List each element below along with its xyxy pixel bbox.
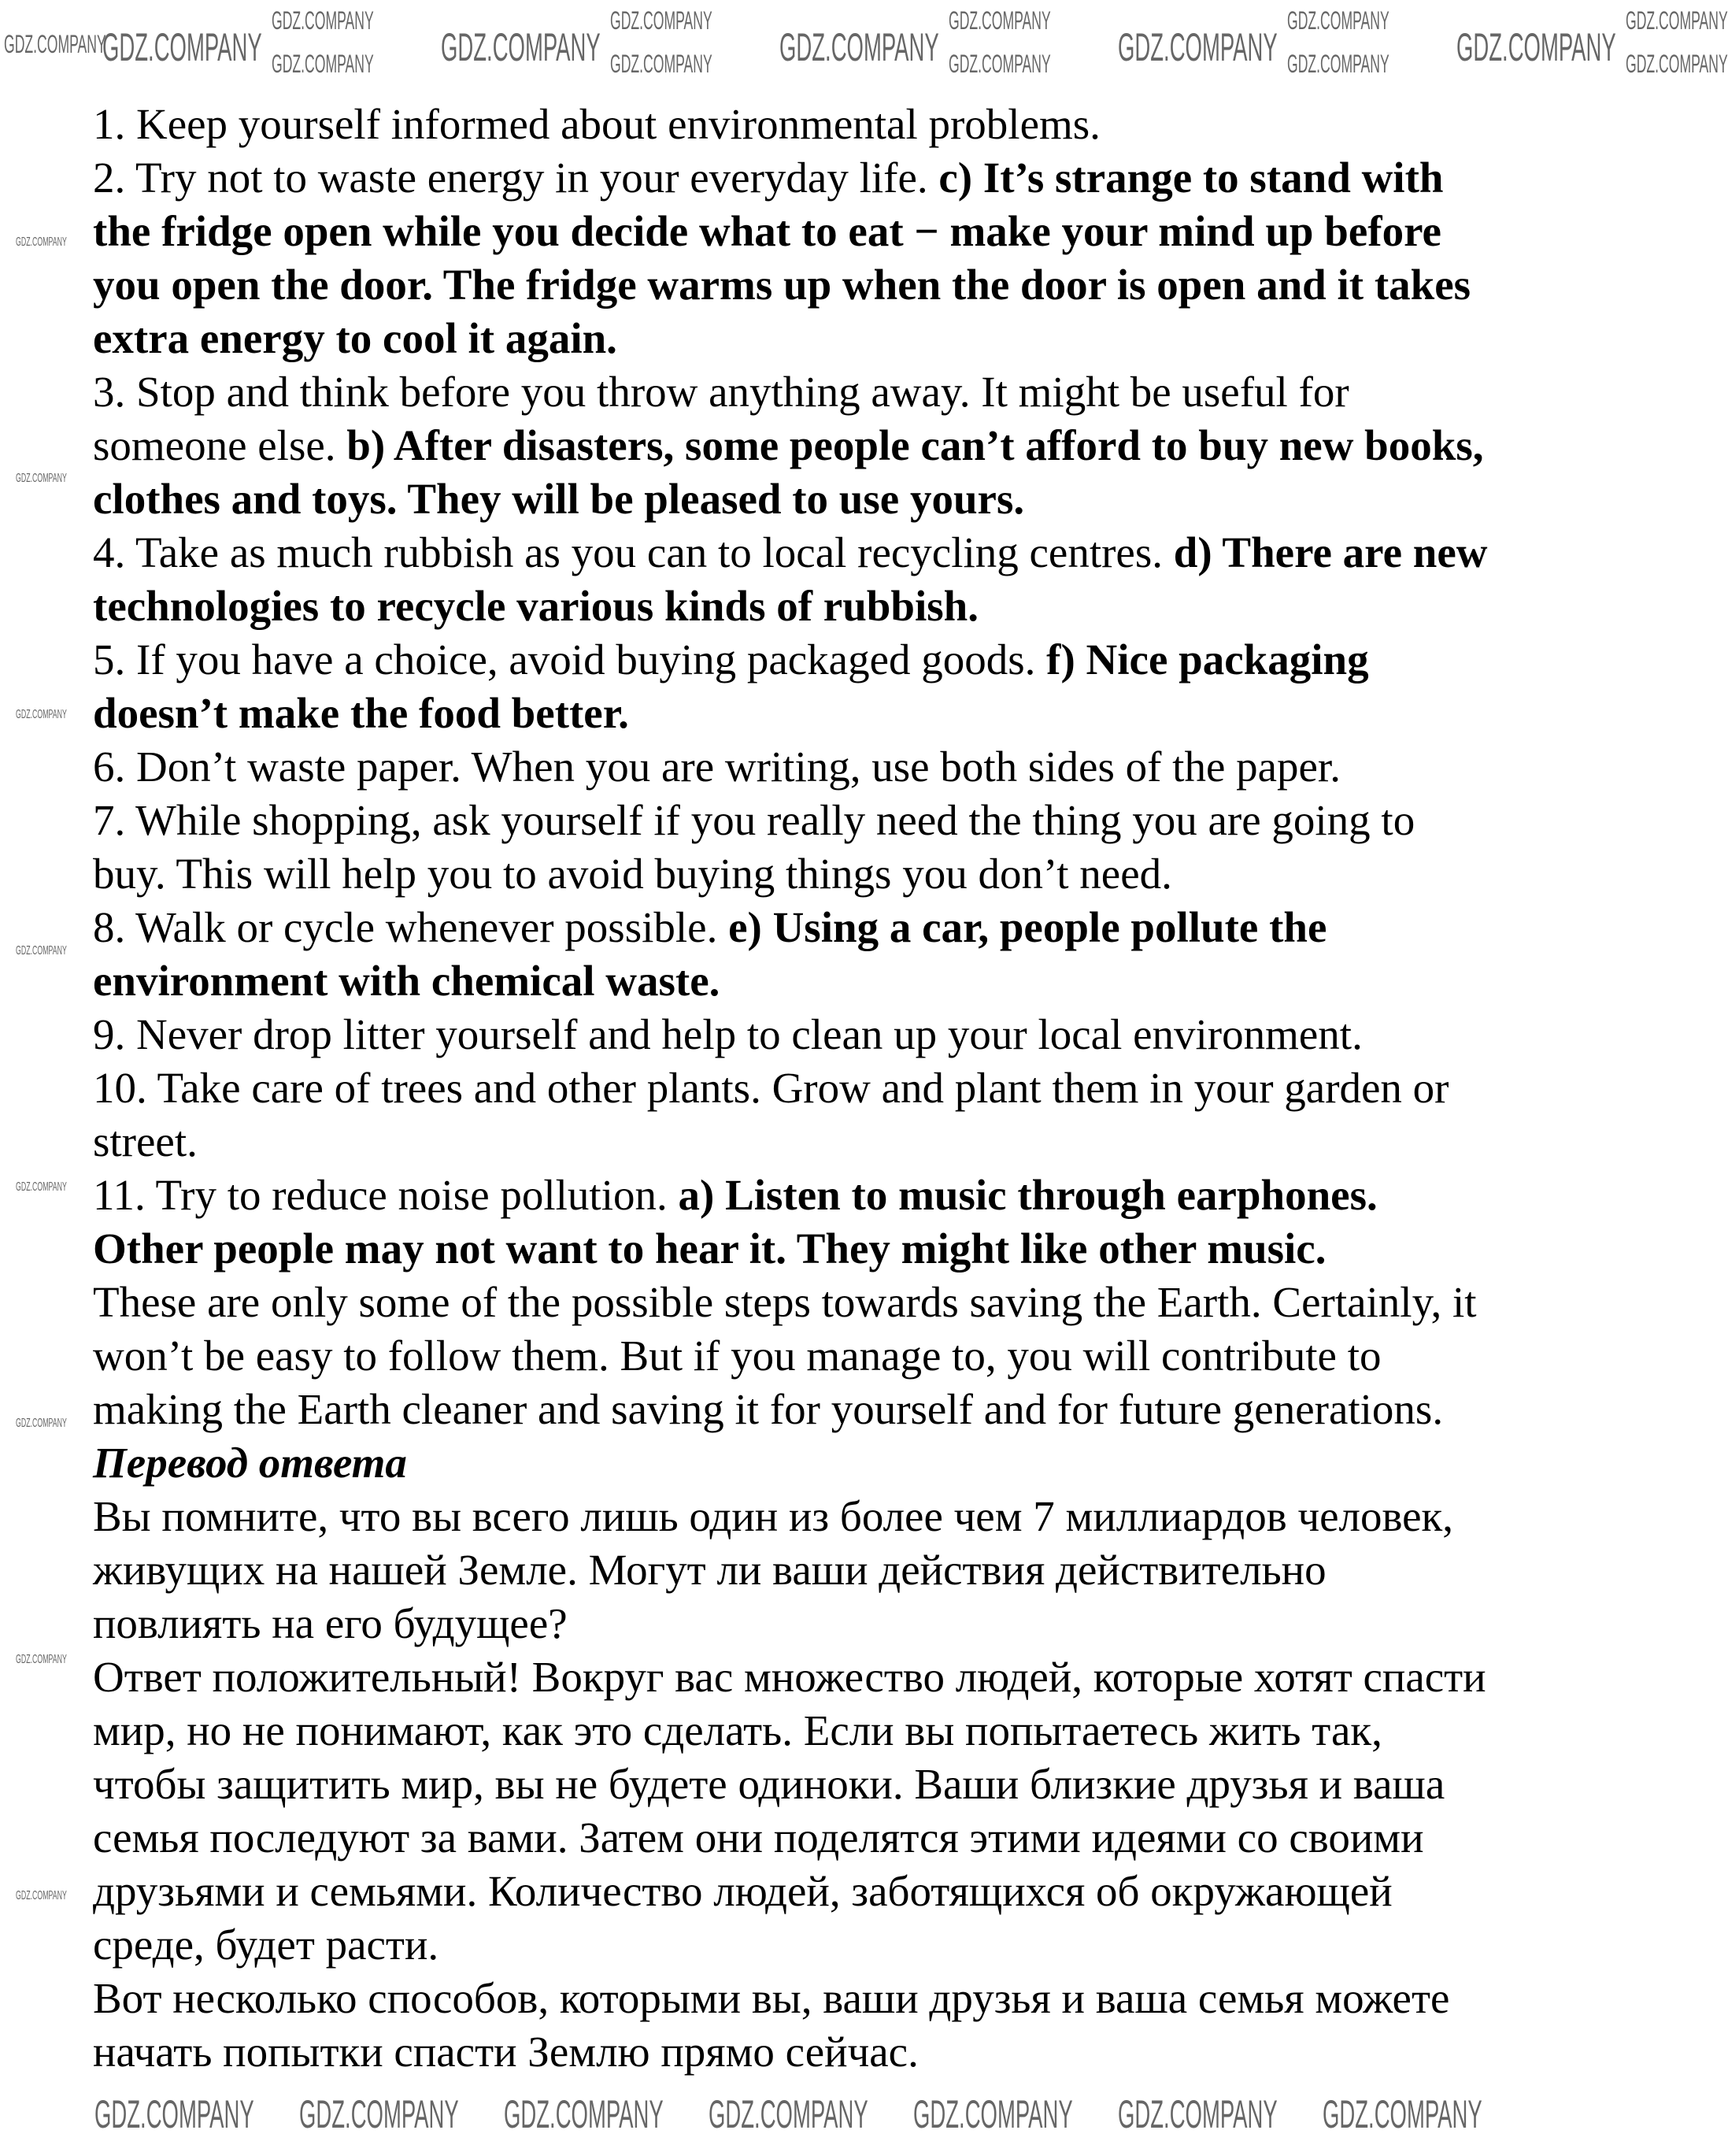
answer-text: environment with chemical waste. (93, 957, 720, 1005)
answer-text: c) It’s strange to stand with (938, 154, 1444, 202)
watermark: GDZ.COMPANY (610, 50, 712, 78)
text-line (93, 151, 1667, 205)
text-line (93, 1865, 1667, 1918)
watermark: GDZ.COMPANY (16, 235, 67, 249)
answer-text: clothes and toys. They will be pleased to use yours. (93, 475, 1025, 523)
body-text: 6. Don’t waste paper. When you are writing, use both sides of the paper. (93, 743, 1341, 791)
text-line (93, 580, 1667, 633)
answer-text: e) Using a car, people pollute the (728, 903, 1327, 951)
text-line (93, 1811, 1667, 1865)
body-text: won’t be easy to follow them. But if you manage to, you will contribute to (93, 1332, 1382, 1380)
text-line (93, 1972, 1667, 2025)
text-line (93, 98, 1667, 151)
body-text: мир, но не понимают, как это сделать. Если вы попытаетесь жить так, (93, 1706, 1382, 1754)
text-line (93, 1008, 1667, 1061)
watermark: GDZ.COMPANY (16, 944, 67, 958)
text-line (93, 312, 1667, 365)
watermark: GDZ.COMPANY (102, 25, 262, 69)
text-line (93, 1169, 1667, 1222)
body-text: начать попытки спасти Землю прямо сейчас. (93, 2028, 919, 2076)
answer-text: f) Nice packaging (1046, 635, 1369, 683)
watermark: GDZ.COMPANY (1118, 25, 1278, 69)
text-line (93, 1490, 1667, 1543)
body-text: 10. Take care of trees and other plants. Grow and plant them in your garden or (93, 1064, 1449, 1112)
answer-text: a) Listen to music through earphones. (678, 1171, 1378, 1219)
body-text: среде, будет расти. (93, 1921, 439, 1969)
document-body (93, 98, 1667, 2079)
text-line (93, 1329, 1667, 1383)
body-text: 2. Try not to waste energy in your everyday life. (93, 154, 939, 202)
watermark: GDZ.COMPANY (913, 2092, 1073, 2136)
text-line (93, 205, 1667, 258)
body-text: семья последуют за вами. Затем они поделятся этими идеями со своими (93, 1813, 1424, 1861)
watermark: GDZ.COMPANY (16, 1180, 67, 1194)
body-text: 5. If you have a choice, avoid buying packaged goods. (93, 635, 1047, 683)
body-text: 8. Walk or cycle whenever possible. (93, 903, 729, 951)
text-line (93, 740, 1667, 794)
body-text: 3. Stop and think before you throw anything away. It might be useful for (93, 368, 1349, 416)
watermark: GDZ.COMPANY (299, 2092, 459, 2136)
text-line (93, 472, 1667, 526)
text-line (93, 847, 1667, 901)
watermark: GDZ.COMPANY (272, 6, 374, 35)
answer-text: technologies to recycle various kinds of rubbish. (93, 582, 979, 630)
watermark: GDZ.COMPANY (1287, 50, 1389, 78)
section-heading: Перевод ответа (93, 1439, 407, 1487)
answer-text: the fridge open while you decide what to eat − make your mind up before (93, 207, 1441, 255)
watermark: GDZ.COMPANY (504, 2092, 664, 2136)
text-line (93, 633, 1667, 687)
watermark: GDZ.COMPANY (16, 1889, 67, 1902)
text-line (93, 1704, 1667, 1758)
text-line (93, 1383, 1667, 1436)
text-line (93, 1222, 1667, 1276)
watermark: GDZ.COMPANY (16, 708, 67, 721)
text-line (93, 1276, 1667, 1329)
text-line (93, 1115, 1667, 1169)
watermark: GDZ.COMPANY (949, 50, 1051, 78)
watermark: GDZ.COMPANY (16, 472, 67, 485)
body-text: 7. While shopping, ask yourself if you really need the thing you are going to (93, 796, 1415, 844)
answer-text: b) After disasters, some people can’t afford to buy new books, (346, 421, 1484, 469)
watermark: GDZ.COMPANY (4, 30, 106, 58)
watermark: GDZ.COMPANY (610, 6, 712, 35)
text-line (93, 365, 1667, 419)
watermark: GDZ.COMPANY (949, 6, 1051, 35)
body-text: These are only some of the possible steps towards saving the Earth. Certainly, it (93, 1278, 1477, 1326)
watermark: GDZ.COMPANY (709, 2092, 868, 2136)
body-text: 1. Keep yourself informed about environmental problems. (93, 100, 1101, 148)
text-line (93, 954, 1667, 1008)
body-text: buy. This will help you to avoid buying things you don’t need. (93, 850, 1172, 898)
body-text: Вы помните, что вы всего лишь один из более чем 7 миллиардов человек, (93, 1492, 1454, 1540)
body-text: повлиять на его будущее? (93, 1599, 568, 1647)
body-text: чтобы защитить мир, вы не будете одиноки. Ваши близкие друзья и ваша (93, 1760, 1445, 1808)
watermark: GDZ.COMPANY (1323, 2092, 1482, 2136)
watermark: GDZ.COMPANY (94, 2092, 254, 2136)
answer-text: extra energy to cool it again. (93, 314, 617, 362)
text-line (93, 1597, 1667, 1650)
text-line (93, 1061, 1667, 1115)
watermark: GDZ.COMPANY (1118, 2092, 1278, 2136)
body-text: Вот несколько способов, которыми вы, ваши друзья и ваша семья можете (93, 1974, 1450, 2022)
answer-text: Other people may not want to hear it. They might like other music. (93, 1224, 1327, 1272)
text-line (93, 794, 1667, 847)
text-line (93, 1543, 1667, 1597)
text-line (93, 1758, 1667, 1811)
text-line (93, 1650, 1667, 1704)
text-line (93, 2025, 1667, 2079)
text-line (93, 687, 1667, 740)
body-text: 11. Try to reduce noise pollution. (93, 1171, 679, 1219)
text-line (93, 901, 1667, 954)
watermark: GDZ.COMPANY (1287, 6, 1389, 35)
watermark: GDZ.COMPANY (1626, 6, 1728, 35)
body-text: живущих на нашей Земле. Могут ли ваши действия действительно (93, 1546, 1327, 1594)
body-text: someone else. (93, 421, 347, 469)
text-line (93, 1436, 1667, 1490)
text-line (93, 419, 1667, 472)
watermark: GDZ.COMPANY (1626, 50, 1728, 78)
answer-text: doesn’t make the food better. (93, 689, 629, 737)
watermark: GDZ.COMPANY (779, 25, 939, 69)
text-line (93, 526, 1667, 580)
text-line (93, 1918, 1667, 1972)
text-line (93, 258, 1667, 312)
watermark: GDZ.COMPANY (272, 50, 374, 78)
answer-text: you open the door. The fridge warms up when the door is open and it takes (93, 261, 1471, 309)
watermark: GDZ.COMPANY (16, 1653, 67, 1666)
watermark: GDZ.COMPANY (16, 1417, 67, 1430)
body-text: 4. Take as much rubbish as you can to local recycling centres. (93, 528, 1174, 576)
body-text: making the Earth cleaner and saving it for yourself and for future generations. (93, 1385, 1444, 1433)
watermark: GDZ.COMPANY (1456, 25, 1616, 69)
body-text: street. (93, 1117, 198, 1165)
body-text: Ответ положительный! Вокруг вас множество людей, которые хотят спасти (93, 1653, 1486, 1701)
watermark: GDZ.COMPANY (441, 25, 601, 69)
answer-text: d) There are new (1173, 528, 1488, 576)
body-text: 9. Never drop litter yourself and help to clean up your local environment. (93, 1010, 1363, 1058)
body-text: друзьями и семьями. Количество людей, заботящихся об окружающей (93, 1867, 1393, 1915)
